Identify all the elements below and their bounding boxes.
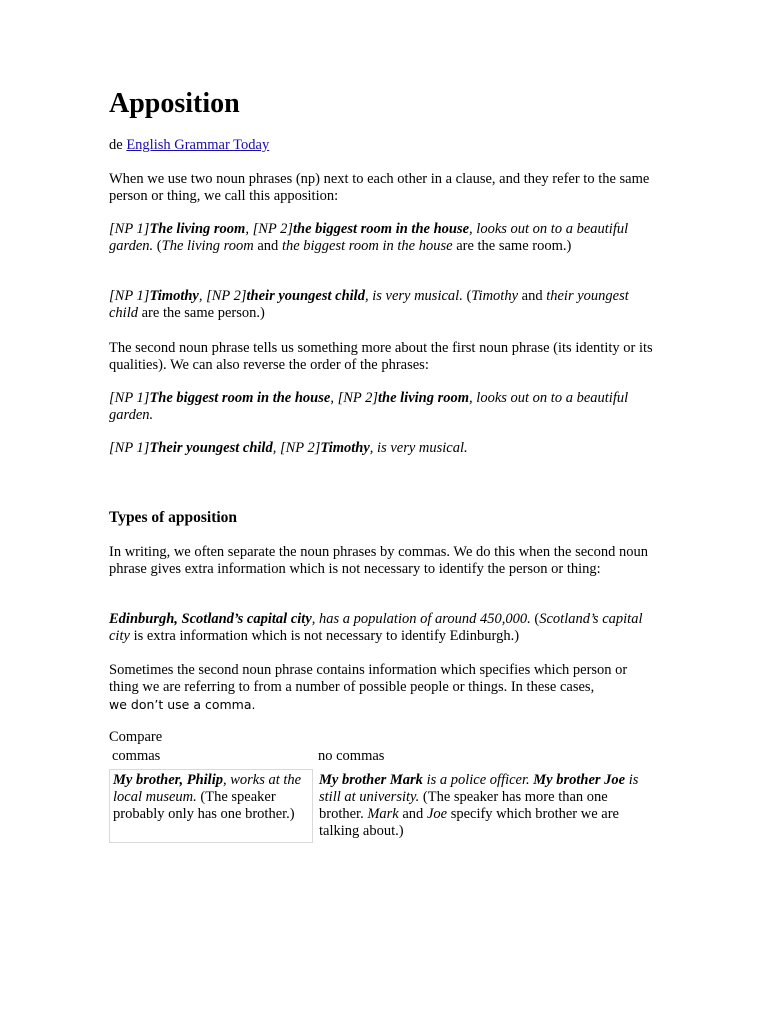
sentence-rest: , has a population of around 450,000. <box>311 611 531 627</box>
section-heading: Types of apposition <box>109 509 238 526</box>
note-and: and <box>518 288 547 304</box>
note-close: are the same person.) <box>138 305 265 321</box>
fourth-paragraph-text: Sometimes the second noun phrase contains information which specifies which person or thing we are referring to from a number of possible people or things. In these cases, <box>109 662 628 695</box>
example-1 <box>109 221 654 255</box>
cell-name-b: Joe <box>426 806 448 822</box>
note-np: Scotland’s capital city <box>109 611 643 644</box>
source-prefix: de <box>109 137 127 153</box>
np2-tag: [NP 2] <box>279 440 321 456</box>
np2-text: the living room <box>378 390 470 406</box>
np2-tag: [NP 2] <box>337 390 378 406</box>
sentence-rest: , looks out on to a beautiful garden. <box>109 221 629 254</box>
np1-tag: [NP 1] <box>109 440 150 456</box>
note-np-b: their youngest child <box>109 288 629 321</box>
note-open: ( <box>153 238 162 254</box>
cell-plain-1: (The speaker has more than one brother. <box>319 789 608 822</box>
fourth-paragraph <box>109 662 654 714</box>
table-row <box>109 769 645 843</box>
np1-text: The living room <box>149 221 246 237</box>
source-link[interactable]: English Grammar Today <box>126 137 270 153</box>
np1-tag: [NP 1] <box>109 221 150 237</box>
second-paragraph: The second noun phrase tells us something more about the first noun phrase (its identity or its qualities). We can also reverse the order of the phrases: <box>109 340 653 373</box>
note-np-b: the biggest room in the house <box>281 238 453 254</box>
cell-plain-3: specify which brother we are talking about.) <box>319 806 619 839</box>
separator: , <box>198 288 207 304</box>
np2-tag: [NP 2] <box>252 221 293 237</box>
cell-name-a: Mark <box>367 806 399 822</box>
np1-tag: [NP 1] <box>109 288 150 304</box>
header-commas: commas <box>112 748 161 764</box>
note-open: ( <box>530 611 540 627</box>
comparison-table <box>107 745 647 845</box>
cell-commas <box>109 769 313 843</box>
np2-text: their youngest child <box>246 288 365 304</box>
np2-tag: [NP 2] <box>206 288 247 304</box>
cell-plain: (The speaker probably only has one brother.) <box>113 789 295 822</box>
third-paragraph: In writing, we often separate the noun phrases by commas. We do this when the second noun phrase gives extra information which is not necessary to identify the person or thing: <box>109 544 648 577</box>
np2-text: Timothy <box>320 440 370 456</box>
intro-paragraph: When we use two noun phrases (np) next to each other in a clause, and they refer to the same person or thing, we call this apposition: <box>109 171 650 204</box>
source-line <box>109 137 269 154</box>
example-5 <box>109 611 654 645</box>
fourth-paragraph-end: we don’t use a comma. <box>109 697 256 712</box>
cell-italic-2: is still at university. <box>319 772 639 805</box>
cell-bold-2: My brother Joe <box>533 772 626 788</box>
note-open: ( <box>462 288 472 304</box>
cell-bold-1: My brother Mark <box>319 772 423 788</box>
sentence-rest: , is very musical. <box>369 440 468 456</box>
note-np-a: The living room <box>161 238 254 254</box>
sentence-rest: , looks out on to a beautiful garden. <box>109 390 629 423</box>
apposition-phrase: Edinburgh, Scotland’s capital city <box>109 611 312 627</box>
cell-no-commas <box>315 769 645 843</box>
note-close: is extra information which is not necessary to identify Edinburgh.) <box>129 628 520 644</box>
cell-plain-2: and <box>398 806 427 822</box>
example-4 <box>109 440 468 457</box>
example-2 <box>109 288 654 322</box>
cell-italic-1: is a police officer. <box>422 772 534 788</box>
separator: , <box>272 440 280 456</box>
note-np-a: Timothy <box>471 288 519 304</box>
separator: , <box>245 221 253 237</box>
cell-bold: My brother, Philip <box>113 772 223 788</box>
note-and: and <box>253 238 282 254</box>
np1-text: Timothy <box>149 288 199 304</box>
cell-italic: , works at the local museum. <box>113 772 302 805</box>
note-close: are the same room.) <box>452 238 572 254</box>
np1-text: Their youngest child <box>149 440 273 456</box>
example-3 <box>109 390 654 424</box>
np2-text: the biggest room in the house <box>293 221 470 237</box>
header-no-commas: no commas <box>318 748 385 764</box>
table-header-row <box>109 747 645 767</box>
compare-label: Compare <box>109 729 163 745</box>
np1-tag: [NP 1] <box>109 390 150 406</box>
separator: , <box>330 390 338 406</box>
sentence-rest: , is very musical. <box>364 288 463 304</box>
np1-text: The biggest room in the house <box>149 390 331 406</box>
page-title: Apposition <box>109 88 240 119</box>
